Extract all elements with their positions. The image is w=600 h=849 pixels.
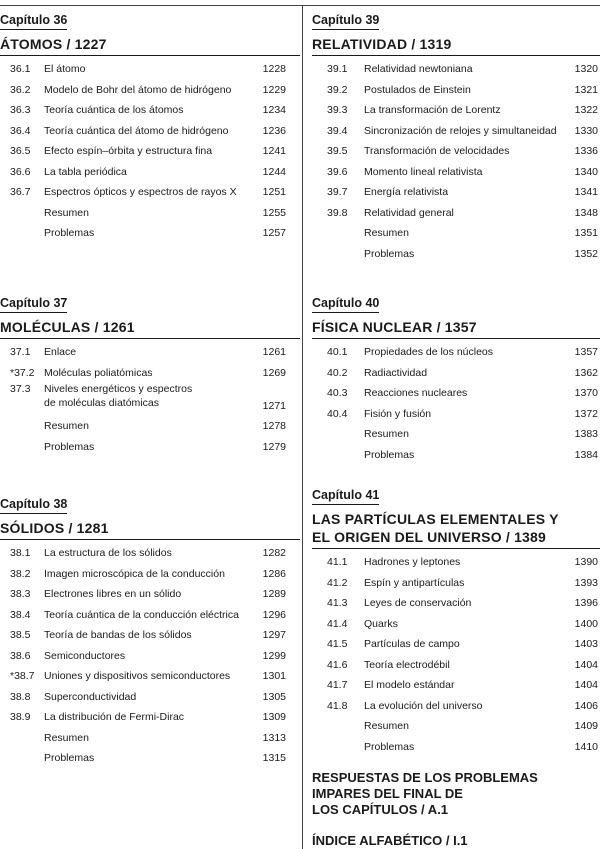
section-number: 41.1	[327, 556, 348, 568]
page-number: 1372	[574, 407, 598, 420]
toc-entry[interactable]	[0, 605, 300, 626]
chapter-title: MOLÉCULAS / 1261	[0, 318, 300, 339]
page-number: 1370	[574, 387, 598, 399]
page-number: 1228	[262, 63, 286, 75]
page-number: 1404	[574, 679, 598, 691]
section-title: Uniones y dispositivos semiconductores	[44, 670, 231, 682]
section-title: Enlace	[44, 346, 77, 358]
toc-entry[interactable]	[0, 342, 300, 363]
section-number: 39.2	[327, 83, 348, 96]
chapter-label: Capítulo 38	[0, 497, 67, 514]
toc-entry[interactable]	[312, 404, 600, 425]
section-title: Problemas	[364, 247, 415, 260]
section-title: Resumen	[44, 420, 89, 432]
section-number: 40.4	[327, 407, 348, 420]
page-number: 1309	[262, 711, 286, 723]
section-title: Problemas	[44, 227, 95, 239]
page-number: 1341	[574, 186, 598, 198]
chapter-label: Capítulo 37	[0, 296, 67, 313]
section-title: Relatividad newtoniana	[364, 63, 473, 75]
section-number: *37.2	[10, 366, 35, 379]
section-title: Teoría cuántica de los átomos	[44, 104, 184, 116]
toc-entry[interactable]	[312, 675, 600, 696]
toc-entry[interactable]	[312, 634, 600, 655]
toc-entry[interactable]	[0, 100, 300, 121]
toc-entry[interactable]	[312, 383, 600, 404]
section-number: 38.6	[10, 649, 31, 662]
section-number: 41.2	[327, 576, 348, 589]
toc-entry[interactable]	[312, 593, 600, 614]
section-title: Resumen	[364, 428, 409, 440]
section-list	[312, 552, 600, 757]
section-title: Superconductividad	[44, 690, 137, 703]
page-number: 1241	[262, 145, 286, 157]
toc-entry[interactable]	[312, 100, 600, 121]
section-number: 40.3	[327, 387, 348, 399]
page-number: 1289	[262, 588, 286, 600]
toc-entry[interactable]	[0, 666, 300, 687]
toc-entry[interactable]	[0, 223, 300, 244]
toc-entry[interactable]	[0, 416, 300, 437]
section-title: Sincronización de relojes y simultaneidad	[364, 124, 557, 137]
toc-entry[interactable]	[0, 584, 300, 605]
toc-entry[interactable]	[0, 748, 300, 769]
toc-entry[interactable]	[312, 203, 600, 224]
chapter-39	[312, 11, 600, 264]
section-title: La evolución del universo	[364, 699, 483, 712]
page-number: 1282	[262, 547, 286, 559]
toc-entry[interactable]	[0, 707, 300, 728]
toc-entry[interactable]	[312, 716, 600, 737]
section-number: 41.7	[327, 679, 348, 691]
section-number: 41.8	[327, 699, 348, 712]
chapter-title: SÓLIDOS / 1281	[0, 519, 300, 540]
page-number: 1390	[574, 556, 598, 568]
toc-entry[interactable]	[0, 543, 300, 564]
toc-entry[interactable]	[0, 687, 300, 708]
section-number: 36.6	[10, 165, 31, 178]
page-number: 1234	[262, 104, 286, 116]
section-number: 39.1	[327, 63, 348, 75]
answers-heading	[312, 770, 538, 818]
page-number: 1271	[262, 399, 286, 412]
section-number: 38.9	[10, 711, 31, 723]
page-number: 1279	[262, 440, 286, 453]
section-title: Resumen	[364, 720, 409, 732]
section-number: 39.8	[327, 206, 348, 219]
chapter-title: RELATIVIDAD / 1319	[312, 35, 600, 56]
section-list	[312, 342, 600, 465]
section-title: Problemas	[364, 740, 415, 753]
toc-entry[interactable]	[312, 614, 600, 635]
toc-entry[interactable]	[312, 696, 600, 717]
section-title: Radiactividad	[364, 366, 428, 379]
section-number: 36.2	[10, 83, 31, 96]
chapter-36	[0, 11, 300, 244]
page-number: 1269	[262, 366, 286, 379]
section-title: Electrones libres en un sólido	[44, 588, 182, 600]
section-title: Problemas	[364, 448, 415, 461]
page-number: 1383	[574, 428, 598, 440]
section-title: El modelo estándar	[364, 679, 455, 691]
chapter-label: Capítulo 40	[312, 296, 379, 313]
page-number: 1322	[574, 104, 598, 116]
chapter-37	[0, 294, 300, 457]
page-number: 1244	[262, 165, 286, 178]
section-title: Hadrones y leptones	[364, 556, 461, 568]
page-number: 1330	[574, 124, 598, 137]
toc-entry[interactable]	[312, 655, 600, 676]
page-number: 1255	[262, 206, 286, 219]
section-list	[0, 342, 300, 457]
top-rule	[0, 5, 600, 6]
section-title: Postulados de Einstein	[364, 83, 471, 96]
toc-entry[interactable]	[0, 182, 300, 203]
page-number: 1315	[262, 752, 286, 764]
page-number: 1299	[262, 649, 286, 662]
page-number: 1261	[262, 346, 286, 358]
page-number: 1297	[262, 629, 286, 641]
toc-entry[interactable]	[0, 625, 300, 646]
toc-entry[interactable]	[0, 728, 300, 749]
toc-entry[interactable]	[0, 383, 300, 416]
toc-entry[interactable]	[0, 141, 300, 162]
toc-entry[interactable]	[312, 445, 600, 466]
page-number: 1320	[574, 63, 598, 75]
section-number: 39.7	[327, 186, 348, 198]
section-title: Problemas	[44, 752, 95, 764]
section-title: Teoría cuántica del átomo de hidrógeno	[44, 124, 229, 137]
toc-entry[interactable]	[312, 182, 600, 203]
chapter-label: Capítulo 39	[312, 13, 379, 30]
section-title: La estructura de los sólidos	[44, 547, 172, 559]
section-title: Propiedades de los núcleos	[364, 346, 494, 358]
toc-entry[interactable]	[0, 162, 300, 183]
section-number: 36.5	[10, 145, 31, 157]
page-number: 1400	[574, 617, 598, 630]
section-title: Espín y antipartículas	[364, 576, 465, 589]
section-list	[312, 59, 600, 264]
section-title: Resumen	[44, 206, 89, 219]
section-title: Resumen	[364, 227, 409, 239]
page-number: 1384	[574, 448, 598, 461]
section-title: Transformación de velocidades	[364, 145, 510, 157]
page-number: 1351	[574, 227, 598, 239]
page-number: 1257	[262, 227, 286, 239]
page-number: 1352	[574, 247, 598, 260]
page-number: 1404	[574, 658, 598, 671]
section-title: Fisión y fusión	[364, 407, 432, 420]
section-title: La tabla periódica	[44, 165, 127, 178]
toc-entry[interactable]	[0, 437, 300, 458]
section-title: Momento lineal relativista	[364, 165, 483, 178]
toc-entry[interactable]	[312, 80, 600, 101]
toc-entry[interactable]	[0, 121, 300, 142]
index-heading	[312, 833, 468, 849]
toc-entry[interactable]	[312, 737, 600, 758]
section-title: Modelo de Bohr del átomo de hidrógeno	[44, 83, 232, 96]
section-title: Espectros ópticos y espectros de rayos X	[44, 186, 237, 198]
page-number: 1321	[574, 83, 598, 96]
section-title: El átomo	[44, 63, 86, 75]
section-title: Energía relativista	[364, 186, 449, 198]
section-title: Efecto espín–órbita y estructura fina	[44, 145, 213, 157]
page-number: 1313	[262, 731, 286, 744]
section-number: 39.4	[327, 124, 348, 137]
section-number: 36.3	[10, 104, 31, 116]
toc-entry[interactable]	[312, 141, 600, 162]
section-title: Teoría de bandas de los sólidos	[44, 629, 192, 641]
section-number: 37.3	[10, 383, 31, 395]
page-number: 1362	[574, 366, 598, 379]
toc-entry[interactable]	[0, 363, 300, 384]
page-number: 1278	[262, 420, 286, 432]
page-number: 1403	[574, 638, 598, 650]
section-number: 41.5	[327, 638, 348, 650]
page-number: 1393	[574, 576, 598, 589]
page-number: 1410	[574, 740, 598, 753]
section-number: 38.1	[10, 547, 31, 559]
section-title: Resumen	[44, 731, 89, 744]
page-number: 1409	[574, 720, 598, 732]
section-number: 36.1	[10, 63, 31, 75]
chapter-41	[312, 486, 600, 757]
page-number: 1336	[574, 145, 598, 157]
section-title: Imagen microscópica de la conducción	[44, 567, 225, 580]
toc-entry[interactable]	[312, 59, 600, 80]
section-title: Moléculas poliatómicas	[44, 366, 153, 379]
section-number: 36.4	[10, 124, 31, 137]
toc-entry[interactable]	[312, 363, 600, 384]
chapter-title: ÁTOMOS / 1227	[0, 35, 300, 56]
column-divider	[302, 5, 303, 849]
section-title: Reacciones nucleares	[364, 387, 468, 399]
page-number: 1236	[262, 124, 286, 137]
toc-entry[interactable]	[312, 424, 600, 445]
section-number: 38.8	[10, 690, 31, 703]
section-title: La distribución de Fermi-Dirac	[44, 711, 185, 723]
section-number: 39.5	[327, 145, 348, 157]
page-number: 1286	[262, 567, 286, 580]
toc-entry[interactable]	[0, 203, 300, 224]
section-number: 39.3	[327, 104, 348, 116]
toc-entry[interactable]	[312, 244, 600, 265]
toc-entry[interactable]	[312, 573, 600, 594]
section-number: 41.4	[327, 617, 348, 630]
section-number: *38.7	[10, 670, 35, 682]
page-number: 1229	[262, 83, 286, 96]
section-title: Relatividad general	[364, 206, 454, 219]
section-number: 39.6	[327, 165, 348, 178]
section-title: Quarks	[364, 617, 398, 630]
page-number: 1305	[262, 690, 286, 703]
index-heading-text: ÍNDICE ALFABÉTICO / I.1	[312, 833, 468, 848]
section-number: 37.1	[10, 346, 31, 358]
section-title: Semiconductores	[44, 649, 126, 662]
section-title: Niveles energéticos y espectros de moléculas diatómicas	[44, 383, 193, 409]
section-list	[0, 543, 300, 769]
section-title: La transformación de Lorentz	[364, 104, 501, 116]
toc-entry[interactable]	[312, 121, 600, 142]
section-number: 36.7	[10, 186, 31, 198]
toc-entry[interactable]	[312, 223, 600, 244]
page-number: 1348	[574, 206, 598, 219]
page-number: 1406	[574, 699, 598, 712]
chapter-title: FÍSICA NUCLEAR / 1357	[312, 318, 600, 339]
section-title: Partículas de campo	[364, 638, 460, 650]
toc-entry[interactable]	[312, 342, 600, 363]
toc-entry[interactable]	[0, 80, 300, 101]
section-title: Problemas	[44, 440, 95, 453]
toc-entry[interactable]	[0, 59, 300, 80]
chapter-40	[312, 294, 600, 465]
section-title: Leyes de conservación	[364, 597, 472, 609]
section-number: 41.6	[327, 658, 348, 671]
page-number: 1301	[262, 670, 286, 682]
answers-heading-text: RESPUESTAS DE LOS PROBLEMAS IMPARES DEL FINAL DE LOS CAPÍTULOS / A.1	[312, 770, 538, 817]
chapter-label: Capítulo 36	[0, 13, 67, 30]
section-number: 40.1	[327, 346, 348, 358]
page-number: 1296	[262, 608, 286, 621]
page-number: 1357	[574, 346, 598, 358]
toc-entry[interactable]	[312, 552, 600, 573]
section-number: 38.4	[10, 608, 31, 621]
section-number: 38.5	[10, 629, 31, 641]
section-number: 40.2	[327, 366, 348, 379]
section-title: Teoría electrodébil	[364, 658, 450, 671]
toc-entry[interactable]	[0, 564, 300, 585]
section-list	[0, 59, 300, 244]
section-number: 38.2	[10, 567, 31, 580]
chapter-label: Capítulo 41	[312, 488, 379, 505]
page-number: 1340	[574, 165, 598, 178]
page-number: 1396	[574, 597, 598, 609]
chapter-38	[0, 495, 300, 769]
toc-entry[interactable]	[0, 646, 300, 667]
chapter-title: LAS PARTÍCULAS ELEMENTALES Y EL ORIGEN DEL UNIVERSO / 1389	[312, 510, 600, 549]
section-number: 38.3	[10, 588, 31, 600]
section-number: 41.3	[327, 597, 348, 609]
page-number: 1251	[262, 186, 286, 198]
section-title: Teoría cuántica de la conducción eléctrica	[44, 608, 239, 621]
toc-entry[interactable]	[312, 162, 600, 183]
